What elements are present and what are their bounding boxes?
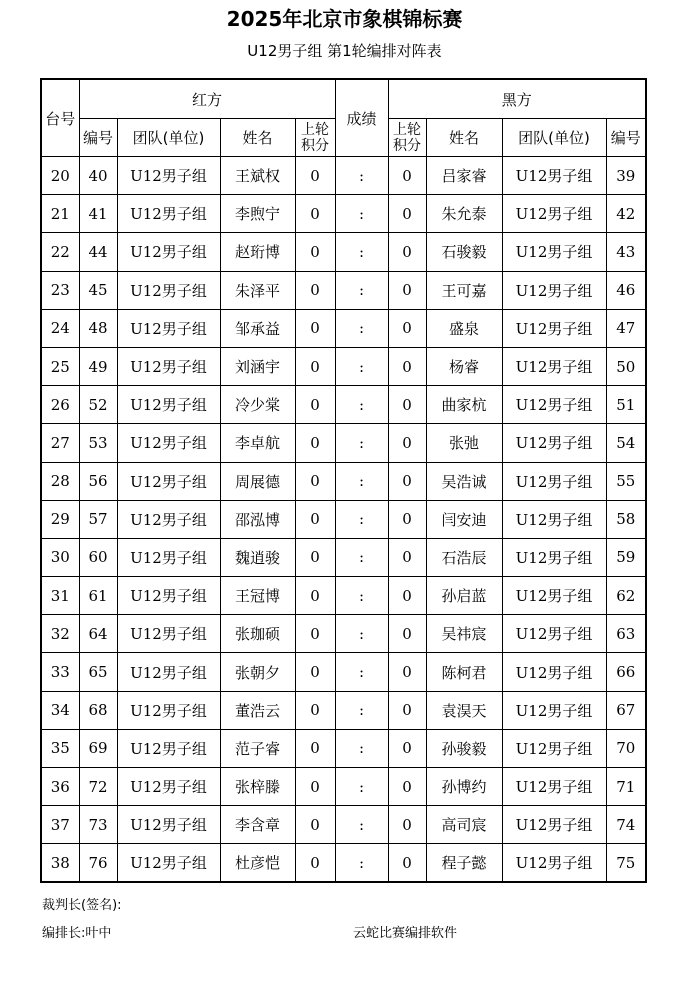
black-team-cell: U12男子组 [502, 195, 606, 233]
board-cell: 26 [41, 386, 79, 424]
table-row [41, 424, 646, 462]
red-name-cell: 张珈硕 [220, 615, 295, 653]
red-prev-score-cell: 0 [295, 806, 335, 844]
result-cell: : [335, 386, 388, 424]
header-black-team: 团队(单位) [502, 119, 606, 157]
board-cell: 35 [41, 729, 79, 767]
table-row [41, 347, 646, 385]
black-number-cell: 51 [606, 386, 646, 424]
black-team-cell: U12男子组 [502, 615, 606, 653]
result-cell: : [335, 233, 388, 271]
red-number-cell: 45 [79, 271, 117, 309]
black-name-cell: 孙骏毅 [426, 729, 502, 767]
result-cell: : [335, 768, 388, 806]
red-name-cell: 周展德 [220, 462, 295, 500]
header-board: 台号 [41, 79, 79, 157]
black-number-cell: 50 [606, 347, 646, 385]
header-result: 成绩 [335, 79, 388, 157]
board-cell: 30 [41, 538, 79, 576]
board-cell: 31 [41, 577, 79, 615]
board-cell: 20 [41, 157, 79, 195]
header-red-team: 团队(单位) [117, 119, 220, 157]
red-prev-score-cell: 0 [295, 386, 335, 424]
black-prev-score-cell: 0 [388, 806, 426, 844]
result-cell: : [335, 462, 388, 500]
table-row [41, 615, 646, 653]
header-black-prev-score: 上轮 积分 [388, 119, 426, 157]
board-cell: 29 [41, 500, 79, 538]
header-black-number: 编号 [606, 119, 646, 157]
black-number-cell: 46 [606, 271, 646, 309]
black-name-cell: 陈柯君 [426, 653, 502, 691]
red-number-cell: 57 [79, 500, 117, 538]
red-team-cell: U12男子组 [117, 157, 220, 195]
black-name-cell: 程子懿 [426, 844, 502, 882]
black-team-cell: U12男子组 [502, 424, 606, 462]
black-prev-score-cell: 0 [388, 768, 426, 806]
red-team-cell: U12男子组 [117, 538, 220, 576]
table-row [41, 653, 646, 691]
black-name-cell: 朱允泰 [426, 195, 502, 233]
table-row [41, 386, 646, 424]
page-subtitle: U12男子组 第1轮编排对阵表 [247, 42, 442, 60]
black-name-cell: 吴浩诚 [426, 462, 502, 500]
red-name-cell: 邵泓博 [220, 500, 295, 538]
red-team-cell: U12男子组 [117, 462, 220, 500]
table-row [41, 271, 646, 309]
red-prev-score-cell: 0 [295, 424, 335, 462]
black-name-cell: 石浩辰 [426, 538, 502, 576]
pairing-table [40, 78, 647, 883]
black-number-cell: 58 [606, 500, 646, 538]
result-cell: : [335, 844, 388, 882]
table-row [41, 844, 646, 882]
board-cell: 32 [41, 615, 79, 653]
red-team-cell: U12男子组 [117, 309, 220, 347]
red-name-cell: 王斌权 [220, 157, 295, 195]
red-name-cell: 朱泽平 [220, 271, 295, 309]
black-prev-score-cell: 0 [388, 424, 426, 462]
black-number-cell: 66 [606, 653, 646, 691]
red-team-cell: U12男子组 [117, 386, 220, 424]
red-team-cell: U12男子组 [117, 577, 220, 615]
red-prev-score-cell: 0 [295, 844, 335, 882]
board-cell: 37 [41, 806, 79, 844]
black-prev-score-cell: 0 [388, 577, 426, 615]
red-team-cell: U12男子组 [117, 500, 220, 538]
black-prev-score-cell: 0 [388, 271, 426, 309]
table-row [41, 500, 646, 538]
black-name-cell: 杨睿 [426, 347, 502, 385]
red-team-cell: U12男子组 [117, 271, 220, 309]
black-name-cell: 曲家杭 [426, 386, 502, 424]
table-row [41, 538, 646, 576]
table-row [41, 309, 646, 347]
result-cell: : [335, 195, 388, 233]
black-name-cell: 袁淏天 [426, 691, 502, 729]
result-cell: : [335, 347, 388, 385]
red-number-cell: 65 [79, 653, 117, 691]
black-number-cell: 67 [606, 691, 646, 729]
black-team-cell: U12男子组 [502, 157, 606, 195]
black-prev-score-cell: 0 [388, 691, 426, 729]
black-team-cell: U12男子组 [502, 386, 606, 424]
black-prev-score-cell: 0 [388, 233, 426, 271]
red-number-cell: 64 [79, 615, 117, 653]
black-team-cell: U12男子组 [502, 462, 606, 500]
table-row [41, 157, 646, 195]
table-row [41, 233, 646, 271]
result-cell: : [335, 691, 388, 729]
black-team-cell: U12男子组 [502, 768, 606, 806]
pairing-rows [41, 157, 646, 883]
red-prev-score-cell: 0 [295, 462, 335, 500]
result-cell: : [335, 615, 388, 653]
black-team-cell: U12男子组 [502, 691, 606, 729]
black-prev-score-cell: 0 [388, 653, 426, 691]
arranger-label: 编排长:叶中 [42, 926, 112, 941]
black-number-cell: 75 [606, 844, 646, 882]
black-prev-score-cell: 0 [388, 500, 426, 538]
software-credit: 云蛇比赛编排软件 [353, 926, 458, 941]
black-name-cell: 吕家睿 [426, 157, 502, 195]
black-number-cell: 70 [606, 729, 646, 767]
header-red-side: 红方 [79, 79, 335, 119]
table-row [41, 577, 646, 615]
table-row [41, 768, 646, 806]
board-cell: 34 [41, 691, 79, 729]
red-team-cell: U12男子组 [117, 844, 220, 882]
table-row [41, 729, 646, 767]
black-prev-score-cell: 0 [388, 729, 426, 767]
red-name-cell: 邹承益 [220, 309, 295, 347]
black-name-cell: 张弛 [426, 424, 502, 462]
board-cell: 24 [41, 309, 79, 347]
red-prev-score-cell: 0 [295, 195, 335, 233]
red-number-cell: 76 [79, 844, 117, 882]
black-name-cell: 吴祎宸 [426, 615, 502, 653]
red-team-cell: U12男子组 [117, 768, 220, 806]
red-number-cell: 41 [79, 195, 117, 233]
black-name-cell: 石骏毅 [426, 233, 502, 271]
header-black-name: 姓名 [426, 119, 502, 157]
red-name-cell: 冷少棠 [220, 386, 295, 424]
black-prev-score-cell: 0 [388, 157, 426, 195]
red-name-cell: 李含章 [220, 806, 295, 844]
red-name-cell: 王冠博 [220, 577, 295, 615]
red-team-cell: U12男子组 [117, 347, 220, 385]
board-cell: 21 [41, 195, 79, 233]
header-black-side: 黑方 [388, 79, 646, 119]
header-red-prev-score: 上轮 积分 [295, 119, 335, 157]
red-name-cell: 刘涵宇 [220, 347, 295, 385]
black-name-cell: 孙博约 [426, 768, 502, 806]
black-prev-score-cell: 0 [388, 195, 426, 233]
black-team-cell: U12男子组 [502, 729, 606, 767]
black-team-cell: U12男子组 [502, 806, 606, 844]
red-number-cell: 73 [79, 806, 117, 844]
red-prev-score-cell: 0 [295, 691, 335, 729]
red-name-cell: 杜彦恺 [220, 844, 295, 882]
result-cell: : [335, 806, 388, 844]
red-number-cell: 52 [79, 386, 117, 424]
red-prev-score-cell: 0 [295, 538, 335, 576]
red-team-cell: U12男子组 [117, 233, 220, 271]
red-prev-score-cell: 0 [295, 233, 335, 271]
black-prev-score-cell: 0 [388, 462, 426, 500]
black-number-cell: 74 [606, 806, 646, 844]
black-name-cell: 盛泉 [426, 309, 502, 347]
black-prev-score-cell: 0 [388, 347, 426, 385]
red-name-cell: 张朝夕 [220, 653, 295, 691]
red-prev-score-cell: 0 [295, 768, 335, 806]
black-number-cell: 43 [606, 233, 646, 271]
red-name-cell: 张梓滕 [220, 768, 295, 806]
chief-referee-signature: 裁判长(签名): [42, 898, 122, 913]
red-team-cell: U12男子组 [117, 729, 220, 767]
red-number-cell: 56 [79, 462, 117, 500]
black-name-cell: 闫安迪 [426, 500, 502, 538]
red-team-cell: U12男子组 [117, 195, 220, 233]
red-prev-score-cell: 0 [295, 577, 335, 615]
black-name-cell: 王可嘉 [426, 271, 502, 309]
black-number-cell: 39 [606, 157, 646, 195]
red-prev-score-cell: 0 [295, 347, 335, 385]
red-team-cell: U12男子组 [117, 424, 220, 462]
result-cell: : [335, 309, 388, 347]
black-prev-score-cell: 0 [388, 386, 426, 424]
red-number-cell: 48 [79, 309, 117, 347]
black-number-cell: 62 [606, 577, 646, 615]
result-cell: : [335, 653, 388, 691]
black-number-cell: 42 [606, 195, 646, 233]
black-name-cell: 孙启蓝 [426, 577, 502, 615]
red-number-cell: 68 [79, 691, 117, 729]
red-prev-score-cell: 0 [295, 309, 335, 347]
black-team-cell: U12男子组 [502, 577, 606, 615]
black-team-cell: U12男子组 [502, 309, 606, 347]
black-number-cell: 59 [606, 538, 646, 576]
black-team-cell: U12男子组 [502, 233, 606, 271]
result-cell: : [335, 577, 388, 615]
result-cell: : [335, 500, 388, 538]
board-cell: 28 [41, 462, 79, 500]
result-cell: : [335, 729, 388, 767]
black-team-cell: U12男子组 [502, 653, 606, 691]
black-prev-score-cell: 0 [388, 844, 426, 882]
red-team-cell: U12男子组 [117, 615, 220, 653]
black-team-cell: U12男子组 [502, 538, 606, 576]
table-row [41, 195, 646, 233]
red-prev-score-cell: 0 [295, 500, 335, 538]
black-prev-score-cell: 0 [388, 615, 426, 653]
red-name-cell: 范子睿 [220, 729, 295, 767]
result-cell: : [335, 538, 388, 576]
result-cell: : [335, 157, 388, 195]
black-number-cell: 71 [606, 768, 646, 806]
black-prev-score-cell: 0 [388, 309, 426, 347]
red-number-cell: 40 [79, 157, 117, 195]
red-prev-score-cell: 0 [295, 615, 335, 653]
board-cell: 23 [41, 271, 79, 309]
header-red-name: 姓名 [220, 119, 295, 157]
red-name-cell: 魏逍骏 [220, 538, 295, 576]
red-name-cell: 董浩云 [220, 691, 295, 729]
board-cell: 33 [41, 653, 79, 691]
black-prev-score-cell: 0 [388, 538, 426, 576]
red-team-cell: U12男子组 [117, 806, 220, 844]
page-title: 2025年北京市象棋锦标赛 [226, 7, 463, 31]
red-name-cell: 李卓航 [220, 424, 295, 462]
black-team-cell: U12男子组 [502, 500, 606, 538]
board-cell: 25 [41, 347, 79, 385]
board-cell: 36 [41, 768, 79, 806]
board-cell: 38 [41, 844, 79, 882]
table-row [41, 691, 646, 729]
red-name-cell: 李煦宁 [220, 195, 295, 233]
black-number-cell: 54 [606, 424, 646, 462]
header-red-number: 编号 [79, 119, 117, 157]
table-row [41, 462, 646, 500]
black-team-cell: U12男子组 [502, 271, 606, 309]
red-number-cell: 60 [79, 538, 117, 576]
red-number-cell: 61 [79, 577, 117, 615]
red-name-cell: 赵珩博 [220, 233, 295, 271]
board-cell: 22 [41, 233, 79, 271]
red-team-cell: U12男子组 [117, 691, 220, 729]
result-cell: : [335, 424, 388, 462]
black-number-cell: 55 [606, 462, 646, 500]
black-number-cell: 47 [606, 309, 646, 347]
red-number-cell: 72 [79, 768, 117, 806]
table-row [41, 806, 646, 844]
red-prev-score-cell: 0 [295, 271, 335, 309]
red-prev-score-cell: 0 [295, 729, 335, 767]
result-cell: : [335, 271, 388, 309]
red-number-cell: 49 [79, 347, 117, 385]
red-prev-score-cell: 0 [295, 157, 335, 195]
black-team-cell: U12男子组 [502, 347, 606, 385]
red-number-cell: 44 [79, 233, 117, 271]
black-team-cell: U12男子组 [502, 844, 606, 882]
black-name-cell: 高司宸 [426, 806, 502, 844]
board-cell: 27 [41, 424, 79, 462]
red-prev-score-cell: 0 [295, 653, 335, 691]
red-number-cell: 53 [79, 424, 117, 462]
red-team-cell: U12男子组 [117, 653, 220, 691]
red-number-cell: 69 [79, 729, 117, 767]
black-number-cell: 63 [606, 615, 646, 653]
